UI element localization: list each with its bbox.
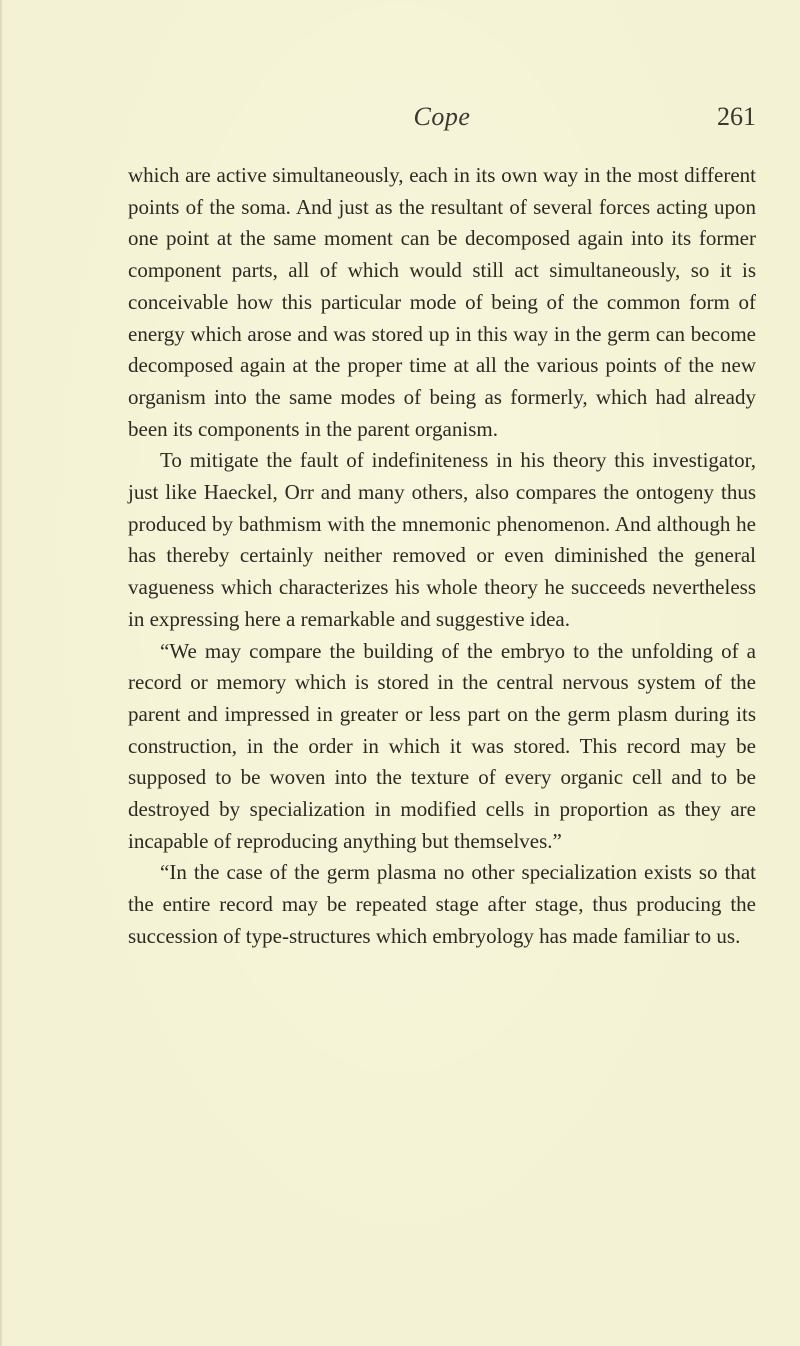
quote-paragraph: “In the case of the germ plasma no other specialization exists so that the entire record may be repeated stage after stage, thus producing the succession of type-structures which embryology has made familiar to us. xyxy=(128,860,756,948)
body-text xyxy=(128,160,756,953)
gutter-shadow xyxy=(0,0,3,1346)
quote-paragraph: “We may compare the building of the embryo to the unfolding of a record or memory which is stored in the central nervous system of the parent and impressed in greater or less part on the germ plasm during its construction, in the order in which it was stored. This record may be supposed to be woven into the texture of every organic cell and to be destroyed by specialization in modified cells in proportion as they are incapable of reproducing anything but themselves.” xyxy=(128,638,756,853)
paragraph-continued: which are active simultaneously, each in its own way in the most different points of the soma. And just as the resultant of several forces acting upon one point at the same moment can be decomposed again into its former component parts, all of which would still act simultaneously, so it is conceivable how this particular mode of being of the common form of energy which arose and was stored up in this way in the germ can become decomposed again at the proper time at all the various points of the new organism into the same modes of being as formerly, which had already been its components in the parent organism. xyxy=(128,163,756,441)
running-head: Cope xyxy=(413,102,471,131)
paragraph: To mitigate the fault of indefiniteness in his theory this investigator, just like Haeckel, Orr and many others, also compares the ontogeny thus produced by bathmism with the mnemonic phenomenon. And although he has thereby certainly neither removed or even diminished the general vagueness which characterizes his whole theory he succeeds nevertheless in expressing here a remarkable and suggestive idea. xyxy=(128,448,756,631)
page-number: 261 xyxy=(717,102,756,131)
page-header xyxy=(128,102,756,142)
